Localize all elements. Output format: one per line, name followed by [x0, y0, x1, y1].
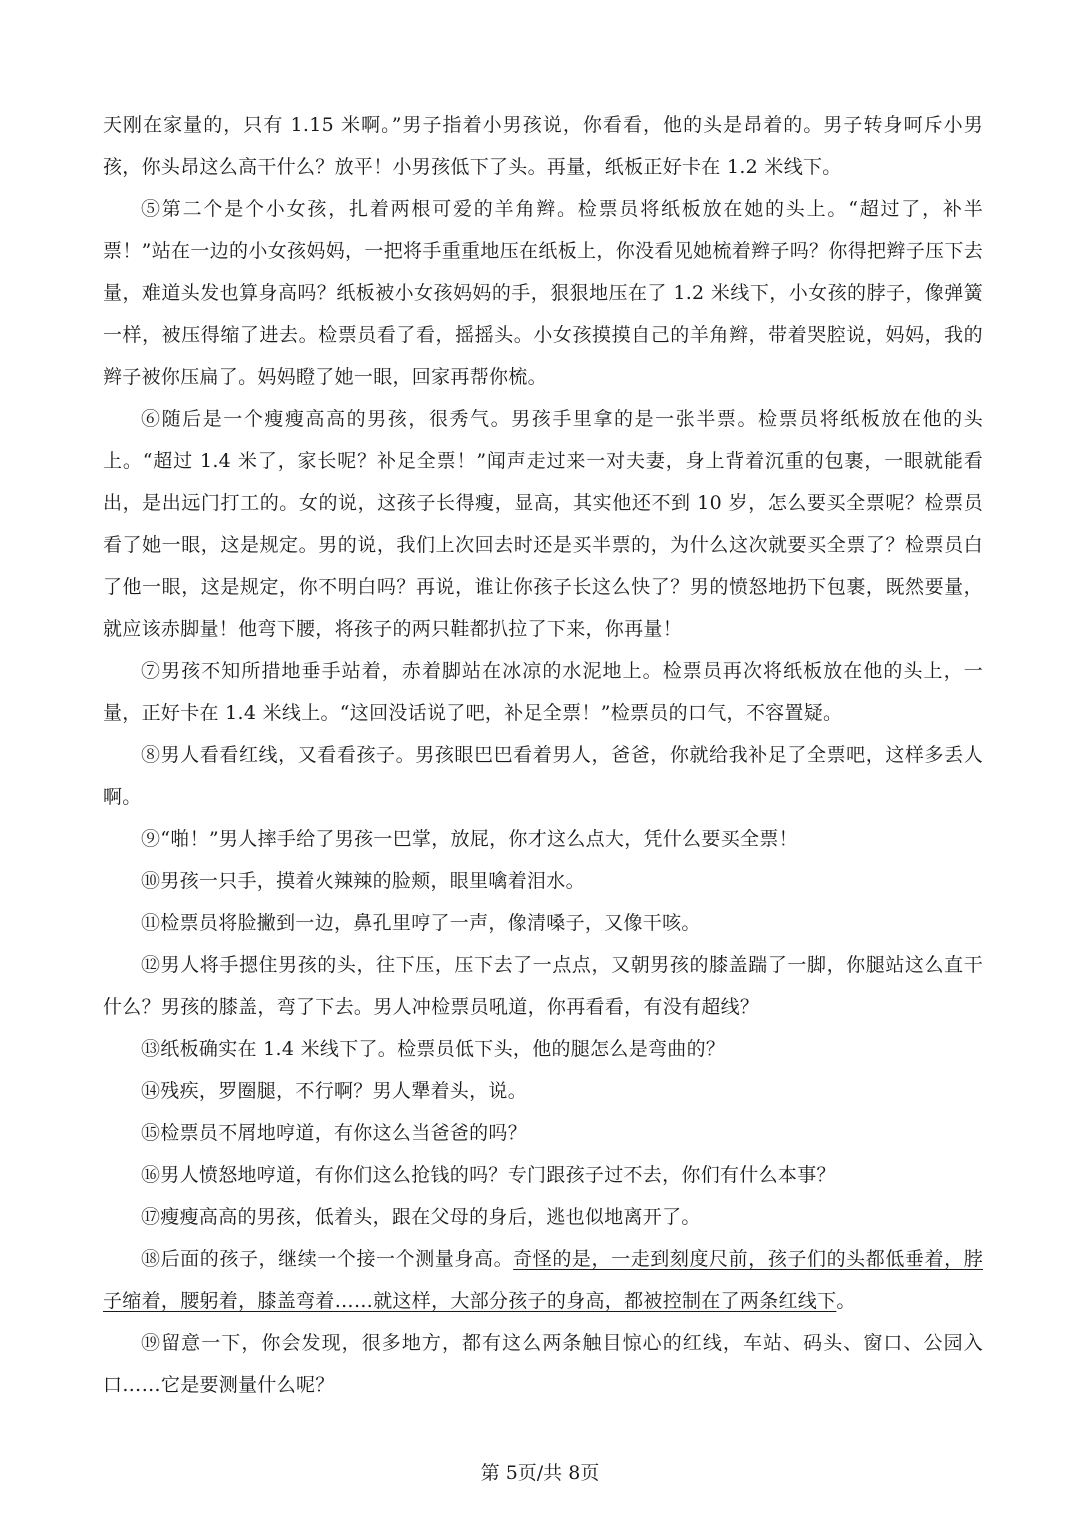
article-body: [103, 104, 983, 1406]
page-number-footer: 第 5页/共 8页: [480, 1462, 600, 1484]
paragraph-15: ⑮检票员不屑地哼道，有你这么当爸爸的吗？: [141, 1122, 528, 1144]
paragraph-6: ⑥随后是一个瘦瘦高高的男孩，很秀气。男孩手里拿的是一张半票。检票员将纸板放在他的头上。“超过 1.4 米了，家长呢？补足全票！”闻声走过来一对夫妻，身上背着沉重的包裹，一眼就能看出，是出远门打工的。女的说，这孩子长得瘦，显高，其实他还不到 10 岁，怎么要买全票呢？检票员看了她一眼，这是规定。男的说，我们上次回去时还是买半票的，为什么这次就要买全票了？检票员白了他一眼，这是规定，你不明白吗？再说，谁让你孩子长这么快了？男的愤怒地扔下包裹，既然要量，就应该赤脚量！他弯下腰，将孩子的两只鞋都扒拉了下来，你再量！: [103, 408, 983, 640]
paragraph-7: ⑦男孩不知所措地垂手站着，赤着脚站在冰凉的水泥地上。检票员再次将纸板放在他的头上，一量，正好卡在 1.4 米线上。“这回没话说了吧，补足全票！”检票员的口气，不容置疑。: [103, 660, 983, 724]
paragraph-12: ⑫男人将手摁住男孩的头，往下压，压下去了一点点，又朝男孩的膝盖踹了一脚，你腿站这么直干什么？男孩的膝盖，弯了下去。男人冲检票员吼道，你再看看，有没有超线？: [103, 954, 983, 1018]
paragraph-18-underlined-sentence: 奇怪的是，一走到刻度尺前，孩子们的头都低垂着，脖子缩着，腰躬着，膝盖弯着……就这样，大部分孩子的身高，都被控制在了两条红线下: [103, 1248, 983, 1312]
paragraph-5: ⑤第二个是个小女孩，扎着两根可爱的羊角辫。检票员将纸板放在她的头上。“超过了，补半票！”站在一边的小女孩妈妈，一把将手重重地压在纸板上，你没看见她梳着辫子吗？你得把辫子压下去量，难道头发也算身高吗？纸板被小女孩妈妈的手，狠狠地压在了 1.2 米线下，小女孩的脖子，像弹簧一样，被压得缩了进去。检票员看了看，摇摇头。小女孩摸摸自己的羊角辫，带着哭腔说，妈妈，我的辫子被你压扁了。妈妈瞪了她一眼，回家再帮你梳。: [103, 198, 983, 388]
paragraph-11: ⑪检票员将脸撇到一边，鼻孔里哼了一声，像清嗓子，又像干咳。: [141, 912, 701, 934]
paragraph-16: ⑯男人愤怒地哼道，有你们这么抢钱的吗？专门跟孩子过不去，你们有什么本事？: [141, 1164, 836, 1186]
paragraph-18-tail: 。: [836, 1290, 856, 1312]
paragraph-continued: 天刚在家量的，只有 1.15 米啊。”男子指着小男孩说，你看看，他的头是昂着的。男子转身呵斥小男孩，你头昂这么高干什么？放平！小男孩低下了头。再量，纸板正好卡在 1.2 米线下。: [103, 114, 983, 178]
paragraph-19: ⑲留意一下，你会发现，很多地方，都有这么两条触目惊心的红线，车站、码头、窗口、公园入口……它是要测量什么呢？: [103, 1332, 983, 1396]
paragraph-18: [103, 1238, 983, 1322]
paragraph-13: ⑬纸板确实在 1.4 米线下了。检票员低下头，他的腿怎么是弯曲的？: [141, 1038, 726, 1060]
paragraph-18-lead: ⑱后面的孩子，继续一个接一个测量身高。: [141, 1248, 514, 1270]
paragraph-8: ⑧男人看看红线，又看看孩子。男孩眼巴巴看着男人，爸爸，你就给我补足了全票吧，这样多丢人啊。: [103, 744, 983, 808]
paragraph-17: ⑰瘦瘦高高的男孩，低着头，跟在父母的身后，逃也似地离开了。: [141, 1206, 701, 1228]
paragraph-9: ⑨“啪！”男人摔手给了男孩一巴掌，放屁，你才这么点大，凭什么要买全票！: [141, 828, 798, 850]
paragraph-14: ⑭残疾，罗圈腿，不行啊？男人犟着头，说。: [141, 1080, 528, 1102]
paragraph-10: ⑩男孩一只手，摸着火辣辣的脸颊，眼里噙着泪水。: [141, 870, 585, 892]
